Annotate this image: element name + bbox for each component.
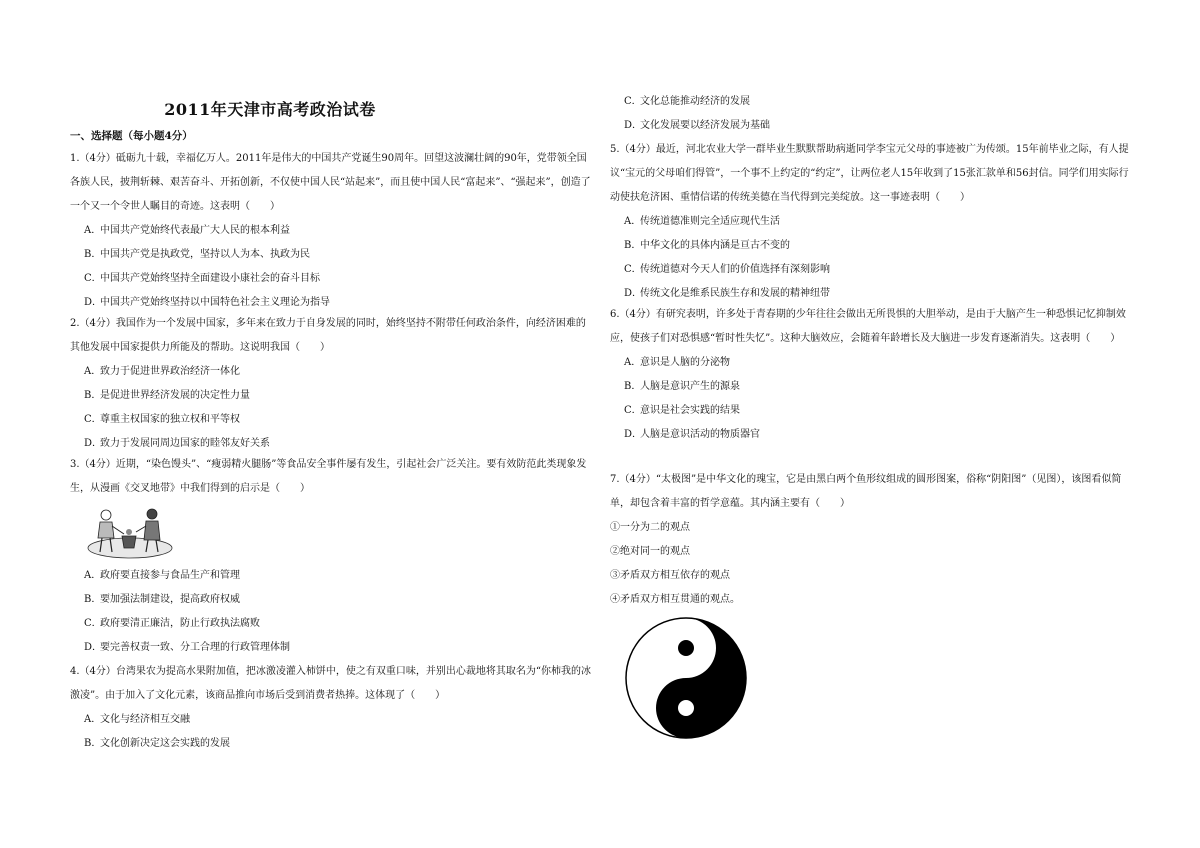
statement-2: ②绝对同一的观点 bbox=[610, 546, 690, 557]
option-d: D．传统文化是维系民族生存和发展的精神纽带 bbox=[624, 288, 830, 299]
option-a: A．中国共产党始终代表最广大人民的根本利益 bbox=[84, 225, 290, 236]
option-d: D．致力于发展同周边国家的睦邻友好关系 bbox=[84, 438, 270, 449]
question-3 bbox=[70, 453, 592, 501]
option-b: B．人脑是意识产生的源泉 bbox=[624, 381, 740, 392]
option-d: D．文化发展要以经济发展为基础 bbox=[624, 120, 770, 131]
option-d: D．中国共产党始终坚持以中国特色社会主义理论为指导 bbox=[84, 297, 330, 308]
option-a: A．传统道德准则完全适应现代生活 bbox=[624, 216, 780, 227]
question-6 bbox=[610, 303, 1132, 447]
option-a: A．政府要直接参与食品生产和管理 bbox=[84, 570, 240, 581]
question-4 bbox=[70, 660, 592, 756]
section-heading: 一、选择题（每小题4分） bbox=[70, 130, 193, 142]
option-a: A．文化与经济相互交融 bbox=[84, 714, 190, 725]
option-b: B．要加强法制建设，提高政府权威 bbox=[84, 594, 240, 605]
question-stem: 4.（4分）台湾果农为提高水果附加值，把冰激凌灌入柿饼中，使之有双重口味，并别出心裁地将其取名为“你柿我的冰激凌”。由于加入了文化元素，该商品推向市场后受到消费者热捧。这体现了（ ） bbox=[70, 666, 592, 701]
option-a: A．致力于促进世界政治经济一体化 bbox=[84, 366, 240, 377]
question-2 bbox=[70, 312, 592, 456]
question-4-continued bbox=[610, 90, 1130, 138]
statement-3: ③矛盾双方相互依存的观点 bbox=[610, 570, 730, 581]
option-c: C．政府要清正廉洁，防止行政执法腐败 bbox=[84, 618, 260, 629]
question-3-options bbox=[70, 564, 592, 660]
question-stem: 5.（4分）最近，河北农业大学一群毕业生默默帮助病逝同学李宝元父母的事迹被广为传颂。15年前毕业之际，有人提议“宝元的父母咱们得管”，一个事不上约定的“约定”，让两位老人15年收到了15张汇款单和56封信。同学们用实际行动使扶危济困、重情信诺的传统美德在当代得到完美绽放。这一事迹表明（ ） bbox=[610, 144, 1129, 203]
question-stem: 7.（4分）“太极图”是中华文化的瑰宝，它是由黑白两个鱼形纹组成的圆形图案，俗称“阴阳图”（见图），该图看似简单，却包含着丰富的哲学意蕴。其内涵主要有（ ） bbox=[610, 474, 1122, 509]
page-title: 2011年天津市高考政治试卷 bbox=[164, 100, 376, 119]
option-b: B．中国共产党是执政党，坚持以人为本、执政为民 bbox=[84, 249, 310, 260]
option-c: C．尊重主权国家的独立权和平等权 bbox=[84, 414, 240, 425]
question-1 bbox=[70, 147, 592, 315]
cartoon-illustration bbox=[84, 502, 176, 560]
question-5 bbox=[610, 138, 1132, 306]
option-d: D．人脑是意识活动的物质器官 bbox=[624, 429, 760, 440]
option-b: B．中华文化的具体内涵是亘古不变的 bbox=[624, 240, 790, 251]
option-c: C．意识是社会实践的结果 bbox=[624, 405, 740, 416]
option-b: B．文化创新决定这会实践的发展 bbox=[84, 738, 230, 749]
question-stem: 2.（4分）我国作为一个发展中国家，多年来在致力于自身发展的同时，始终坚持不附带任何政治条件，向经济困难的其他发展中国家提供力所能及的帮助。这说明我国（ ） bbox=[70, 318, 586, 353]
statement-4: ④矛盾双方相互贯通的观点。 bbox=[610, 594, 740, 605]
yin-yang-icon bbox=[624, 616, 748, 740]
option-a: A．意识是人脑的分泌物 bbox=[624, 357, 730, 368]
option-b: B．是促进世界经济发展的决定性力量 bbox=[84, 390, 250, 401]
option-c: C．中国共产党始终坚持全面建设小康社会的奋斗目标 bbox=[84, 273, 320, 284]
option-c: C．文化总能推动经济的发展 bbox=[624, 96, 750, 107]
question-stem: 3.（4分）近期，“染色馒头”、“瘦弱精火腿肠”等食品安全事件屡有发生，引起社会广泛关注。要有效防范此类现象发生，从漫画《交叉地带》中我们得到的启示是（ ） bbox=[70, 459, 587, 494]
question-stem: 6.（4分）有研究表明，许多处于青春期的少年往往会做出无所畏惧的大胆举动，是由于大脑产生一种恐惧记忆抑制效应，使孩子们对恐惧感“暂时性失忆”。这种大脑效应，会随着年龄增长及大脑进一步发育逐渐消失。这表明（ ） bbox=[610, 309, 1126, 344]
statement-1: ①一分为二的观点 bbox=[610, 522, 690, 533]
question-stem: 1.（4分）砥砺九十载，幸福亿万人。2011年是伟大的中国共产党诞生90周年。回望这波澜壮阔的90年，党带领全国各族人民，披荆斩棘、艰苦奋斗、开拓创新，不仅使中国人民“站起来”，而且使中国人民“富起来”、“强起来”，创造了一个又一个令世人瞩目的奇迹。这表明（ ） bbox=[70, 153, 591, 212]
question-7 bbox=[610, 468, 1132, 612]
option-c: C．传统道德对今天人们的价值选择有深刻影响 bbox=[624, 264, 830, 275]
option-d: D．要完善权责一致、分工合理的行政管理体制 bbox=[84, 642, 290, 653]
